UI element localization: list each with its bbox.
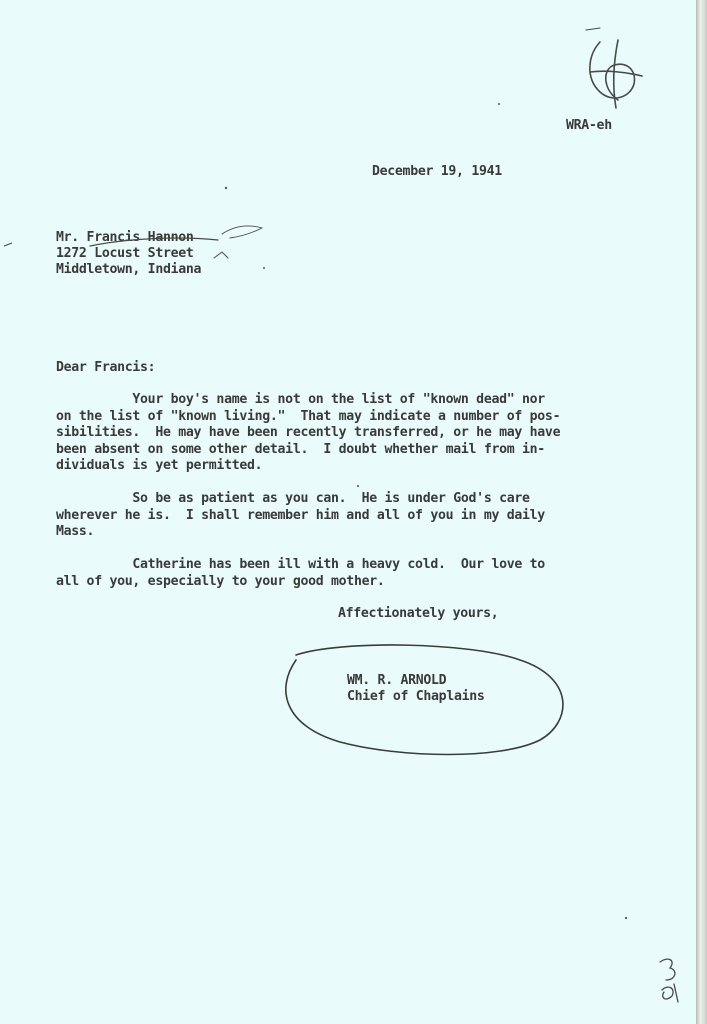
signature-name: WM. R. ARNOLD <box>347 673 447 688</box>
body-paragraph-2: So be as patient as you can. He is under God's care wherever he is. I shall remember him and all of you in my daily Mass. <box>56 491 545 539</box>
recipient-name: Mr. Francis Hannon <box>56 230 194 245</box>
ink-speck <box>357 485 359 487</box>
recipient-street: 1272 Locust Street <box>56 246 194 261</box>
signature-title: Chief of Chaplains <box>347 689 485 704</box>
top-right-ink-mark <box>586 28 642 108</box>
closing: Affectionately yours, <box>338 606 499 621</box>
salutation: Dear Francis: <box>56 360 156 375</box>
ink-speck <box>225 187 227 189</box>
recipient-strike-mark <box>90 226 262 258</box>
signature-oval <box>286 645 563 755</box>
ink-speck <box>625 917 627 919</box>
ink-speck <box>498 103 500 105</box>
letter-date: December 19, 1941 <box>372 164 502 179</box>
bottom-right-ink-mark <box>660 959 678 1002</box>
body-paragraph-3: Catherine has been ill with a heavy cold. Our love to all of you, especially to your good mother. <box>56 557 545 589</box>
body-paragraph-1: Your boy's name is not on the list of "known dead" nor on the list of "known living." That may indicate a number of pos- sibilities. He may have been recently transferred, or he may have been absent on some other detail. I doubt whether mail from in- dividuals is yet permitted. <box>56 392 561 473</box>
margin-tick-mark <box>4 243 12 246</box>
recipient-city: Middletown, Indiana <box>56 262 202 277</box>
page-edge <box>696 0 707 1024</box>
ink-speck <box>263 267 265 269</box>
reference-initials: WRA-eh <box>566 118 612 133</box>
